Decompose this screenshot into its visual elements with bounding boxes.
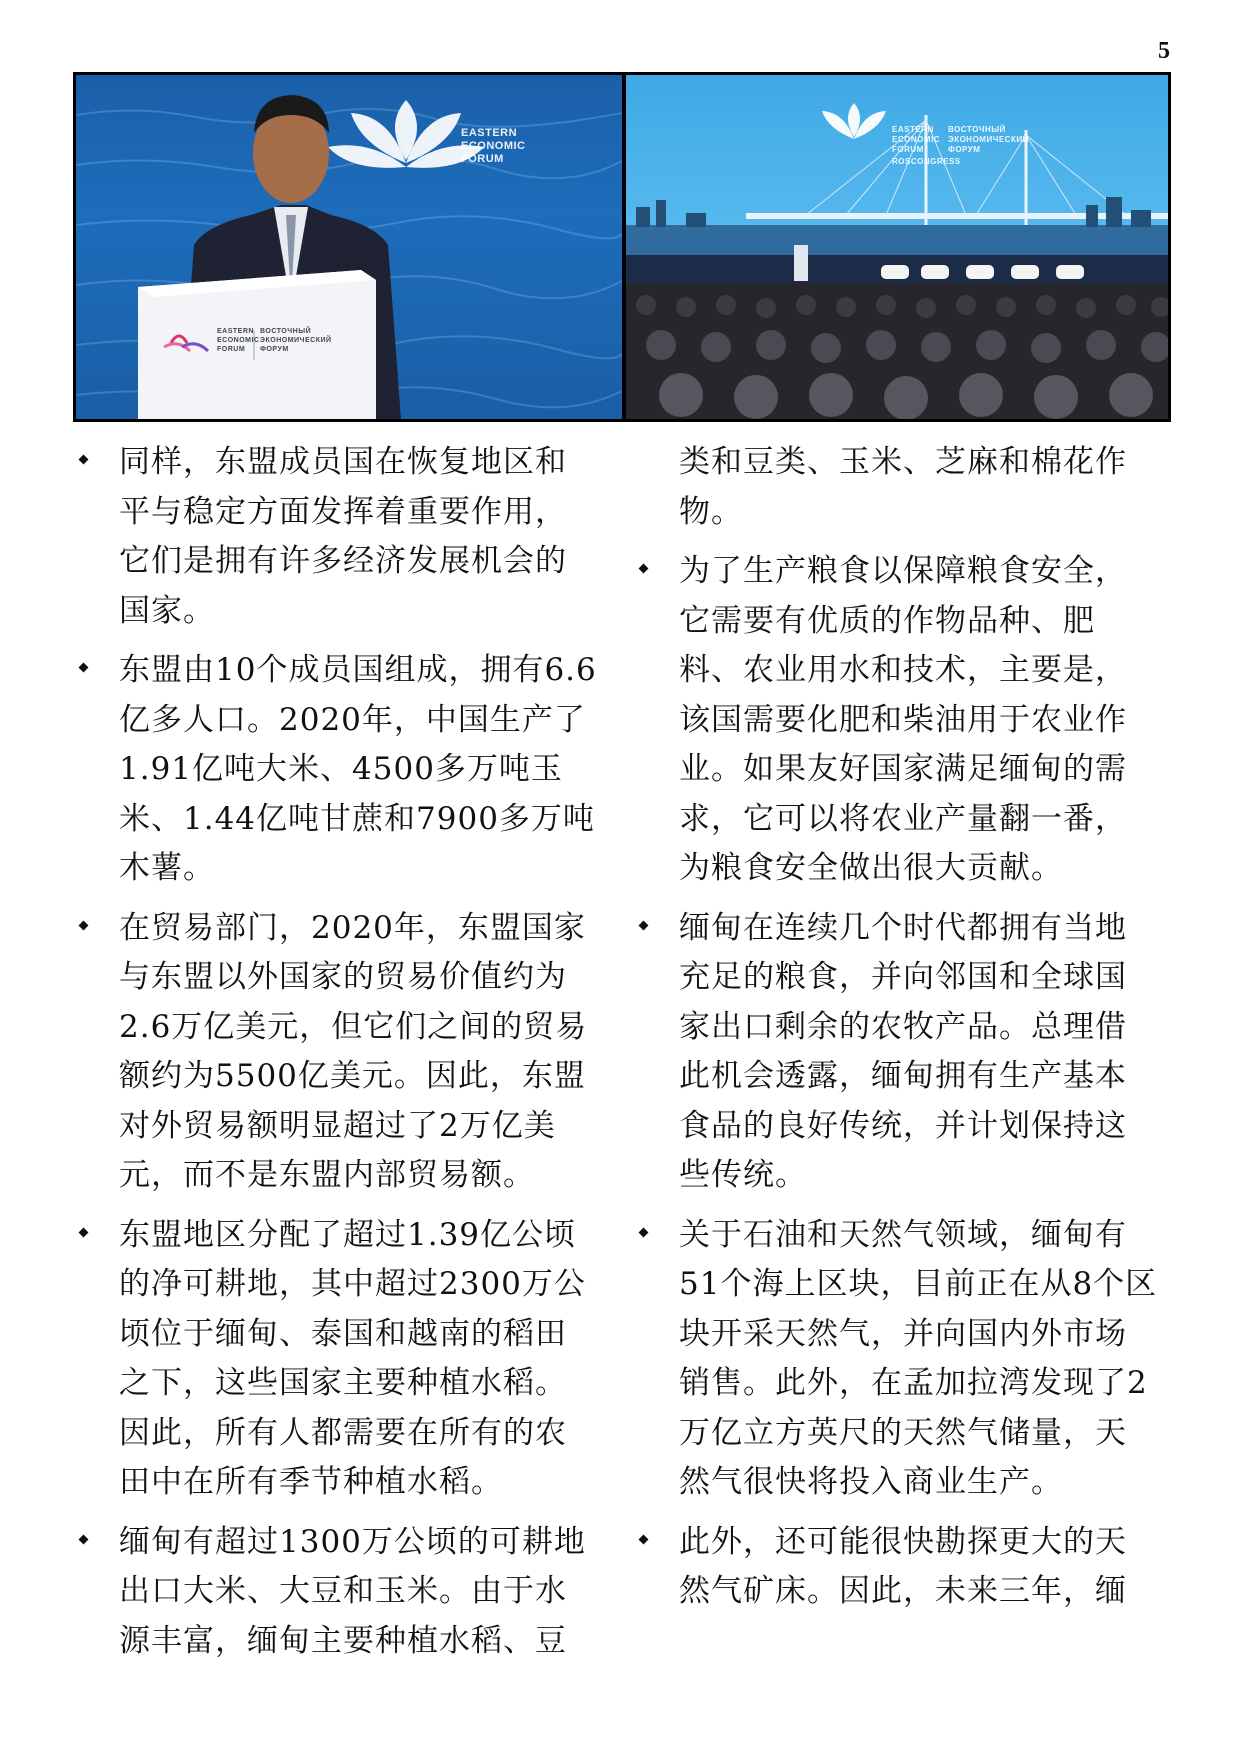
diamond-bullet-icon	[638, 1536, 649, 1547]
paragraph: 为了生产粮食以保障粮食安全，它需要有优质的作物品种、肥料、农业用水和技术，主要是，该国需要化肥和柴油用于农业作业。如果友好国家满足缅甸的需求，它可以将农业产量翻一番，为粮食安全做出很大贡献。	[638, 547, 1158, 894]
hall-sponsor-text: ROSCONGRESS	[892, 157, 961, 166]
paragraph: 在贸易部门，2020年，东盟国家与东盟以外国家的贸易价值约为2.6万亿美元，但它们之间的贸易额约为5500亿美元。因此，东盟对外贸易额明显超过了2万亿美元，而不是东盟内部贸易额。	[78, 904, 598, 1201]
right-column	[638, 438, 1158, 1627]
paragraph: 东盟地区分配了超过1.39亿公顷的净可耕地，其中超过2300万公顷位于缅甸、泰国和越南的稻田之下，这些国家主要种植水稻。因此，所有人都需要在所有的农田中在所有季节种植水稻。	[78, 1211, 598, 1508]
diamond-bullet-icon	[638, 1229, 649, 1240]
paragraph: 此外，还可能很快勘探更大的天然气矿床。因此，未来三年，缅	[638, 1518, 1158, 1617]
forum-logo-text: EASTERN ECONOMIC FORUM	[461, 127, 526, 165]
paragraph: 关于石油和天然气领域，缅甸有51个海上区块，目前正在从8个区块开采天然气，并向国内外市场销售。此外，在孟加拉湾发现了2万亿立方英尺的天然气储量，天然气很快将投入商业生产。	[638, 1211, 1158, 1508]
paragraph: 同样，东盟成员国在恢复地区和平与稳定方面发挥着重要作用，它们是拥有许多经济发展机会的国家。	[78, 438, 598, 636]
hall-logo-text-en: EASTERN ECONOMIC FORUM	[892, 125, 940, 154]
page-number: 5	[1158, 38, 1170, 64]
paragraph-continuation: 类和豆类、玉米、芝麻和棉花作物。	[679, 444, 1127, 530]
podium-text-ru: ВОСТОЧНЫЙ ЭКОНОМИЧЕСКИЙ ФОРУМ	[260, 328, 332, 353]
paragraph: 缅甸在连续几个时代都拥有当地充足的粮食，并向邻国和全球国家出口剩余的农牧产品。总理借此机会透露，缅甸拥有生产基本食品的良好传统，并计划保持这些传统。	[638, 904, 1158, 1201]
hall-logo-text-ru: ВОСТОЧНЫЙ ЭКОНОМИЧЕСКИЙ ФОРУМ	[948, 125, 1029, 154]
podium-text-en: EASTERN ECONOMIC FORUM	[217, 328, 260, 353]
speaker-photo	[76, 75, 622, 419]
diamond-bullet-icon	[78, 456, 89, 467]
diamond-bullet-icon	[78, 1536, 89, 1547]
paragraph: 东盟由10个成员国组成，拥有6.6亿多人口。2020年，中国生产了1.91亿吨大米、4500多万吨玉米、1.44亿吨甘蔗和7900多万吨木薯。	[78, 646, 598, 894]
forum-hall-photo	[626, 75, 1168, 419]
diamond-bullet-icon	[78, 664, 89, 675]
diamond-bullet-icon	[638, 922, 649, 933]
diamond-bullet-icon	[638, 565, 649, 576]
photo-strip	[73, 72, 1171, 422]
left-column	[78, 438, 598, 1676]
paragraph: 缅甸有超过1300万公顷的可耕地出口大米、大豆和玉米。由于水源丰富，缅甸主要种植水稻、豆	[78, 1518, 598, 1667]
diamond-bullet-icon	[78, 922, 89, 933]
diamond-bullet-icon	[78, 1229, 89, 1240]
